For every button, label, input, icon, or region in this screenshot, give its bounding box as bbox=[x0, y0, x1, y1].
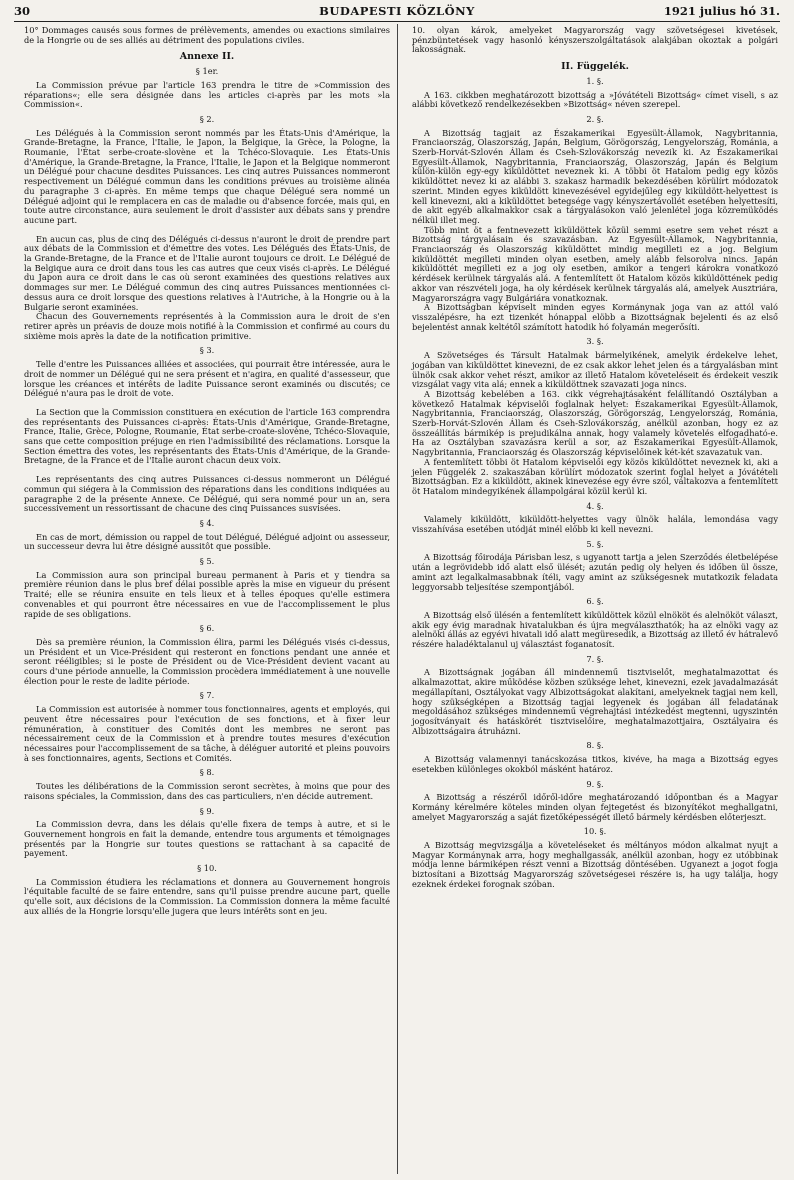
paragraph: En cas de mort, démission ou rappel de tout Délégué, Délégué adjoint ou assesseur, un successeur devra lui être désigné aussitôt que possible. bbox=[24, 531, 390, 552]
section-heading: 2. §. bbox=[586, 113, 604, 124]
paragraph: La Commission devra, dans les délais qu'elle fixera de temps à autre, et si le Gouvernement hongrois en fait la demande, entendre tous arguments et témoignages présentés par la Hongrie sur toutes questions se rattachant à sa capacité de payement. bbox=[24, 819, 390, 859]
section-heading: § 8. bbox=[199, 767, 215, 778]
header-rule bbox=[14, 21, 780, 22]
paragraph: La Commission est autorisée à nommer tous fonctionnaires, agents et employés, qui peuvent être nécessaires pour l'exécution de ses fonctions, et à fixer leur rémunération, à constituer des Comités dont les membres ne seront pas nécessairement ceux de la Commission et à prendre toutes mesures d'exécution nécessaires pour l'accomplissement de sa tâche, à déléguer autorité et pleins pouvoirs à ses fonctionnaires, agents, Sections et Comités. bbox=[24, 704, 390, 763]
intro-paragraph: 10° Dommages causés sous formes de prélèvements, amendes ou exactions similaires de la Hongrie ou de ses alliés au détriment des populations civiles. bbox=[24, 25, 390, 45]
section-heading: 1. §. bbox=[586, 75, 604, 86]
paragraph: La Commission étudiera les réclamations et donnera au Gouvernement hongrois l'équitable faculté de se faire entendre, sans qu'il puisse prendre aucune part, quelle qu'elle soit, aux décisions de la Commission. La Commission donnera la même faculté aux alliés de la Hongrie lorsqu'elle jugera que leurs intérêts sont en jeu. bbox=[24, 876, 390, 916]
paragraph: Több mint öt a fentnevezett kiküldöttek közül semmi esetre sem vehet részt a Bizottság tárgyalásain és szavazásban. Az Egyesült-Államok, Nagybritannia, Franciaország és Olaszország kiküldöttet mindig megilleti ez a jog. Belgium kiküldöttét megilleti minden olyan esetben, amely alább felsorolva nincs. Japán kiküldöttét megilleti ez a jog oly esetben, amikor a tengeri károkra vonatkozó kérdések kerülnek tárgyalás alá. A fentemlített öt Hatalom közös kiküldöttének pedig akkor van részvételi joga, ha oly kérdések kerülnek tárgyalás alá, amelyek Ausztriára, Magyarországra vagy Bulgáriára vonatkoznak. bbox=[412, 224, 778, 303]
paragraph: La Commission aura son principal bureau permanent à Paris et y tiendra sa première réunion dans le plus bref délai possible après la mise en vigueur du présent Traité; elle se réunira ensuite en tels lieux et à telles époques qu'elle estimera convenables et qui pourront être nécessaires en vue de l'accomplissement le plus rapide de ses obligations. bbox=[24, 569, 390, 619]
section-heading: § 1er. bbox=[195, 66, 219, 77]
paragraph: En aucun cas, plus de cinq des Délégués ci-dessus n'auront le droit de prendre part aux débats de la Commission et d'émettre des votes. Les Délégués des États-Unis, de la Grande-Bretagne, de la France et de l'Italie auront toujours ce droit. Le Délégué de la Belgique aura ce droit dans tous les cas autres que ceux visés ci-après. Le Délégué du Japon aura ce droit dans le cas où seront examinées des questions relatives aux dommages sur mer. Le Délégué commun des cinq autres Puissances mentionnées ci-dessus aura ce droit lorsque des questions relatives à l'Autriche, à la Hongrie ou à la Bulgarie seront examinées. bbox=[24, 233, 390, 312]
annex-title: II. Függelék. bbox=[561, 61, 629, 73]
paragraph: A fentemlített többi öt Hatalom képviselői egy közös kiküldöttet neveznek ki, aki a jelen Függelék 2. szakaszában körülírt módozatok szerint foglal helyet a Jóvátételi Bizottságban. Ez a kiküldött, akinek kinevezése egy évre szól, váltakozva a fentemlített öt Hatalom mindegyikének állampolgárai közül kerül ki. bbox=[412, 456, 778, 496]
section-heading: § 7. bbox=[199, 690, 215, 701]
paragraph: Toutes les délibérations de la Commission seront secrètes, à moins que pour des raisons spéciales, la Commission, dans des cas particuliers, n'en décide autrement. bbox=[24, 781, 390, 801]
section-heading: § 5. bbox=[199, 556, 215, 567]
french-column bbox=[24, 26, 390, 917]
page-header bbox=[14, 4, 780, 20]
paragraph: Les Délégués à la Commission seront nommés par les États-Unis d'Amérique, la Grande-Bretagne, la France, l'Italie, le Japon, la Belgique, la Grèce, la Pologne, la Roumanie, l'État serbe-croate-slovène et la Tchéco-Slovaquie. Les États-Unis d'Amérique, la Grande-Bretagne, la France, l'Italie, le Japon et la Belgique nommeront un Délégué pour chacune desdites Puissances. Les cinq autres Puissances nommeront respectivement un Délégué commun dans les conditions prévues au troisième alinéa du paragraphe 3 ci-après. En même temps que chaque Délégué sera nommé un Délégué adjoint qui le remplacera en cas de maladie ou d'absence forcée, mais qui, en toute autre circonstance, aura seulement le droit d'assister aux débats sans y prendre aucune part. bbox=[24, 127, 390, 225]
paragraph: A Bizottság kebelében a 163. cikk végrehajtásaként felállítandó Osztályban a következő Hatalmak képviselői foglalnak helyet: Északamerikai Egyesült-Államok, Nagybritannia, Franciaország, Olaszország, Görögország, Lengyelország, Románia, Szerb-Horvát-Szlovén Állam és Cseh-Szlovákország, anélkül azonban, hogy ez az összeállítás bármikép is prejudikálna annak, hogy valamely követelés elfogadható-e. Ha az Osztályban szavazásra kerül a sor, az Északamerikai Egyesült-Államok, Nagybritannia, Franciaország és Olaszország képviselőinek két-két szavazatuk van. bbox=[412, 388, 778, 458]
paragraph: A Bizottság főirodája Párisban lesz, s ugyanott tartja a jelen Szerződés életbelépése után a legrövidebb idő alatt első ülését; azután pedig oly helyen és időben ül össze, amint azt legalkalmasabbnak ítéli, vagy amint az szükségesnek mutatkozik feladata leggyorsabb teljesítése szempontjából. bbox=[412, 552, 778, 592]
section-heading: 9. §. bbox=[586, 778, 604, 789]
section-heading: 6. §. bbox=[586, 596, 604, 607]
paragraph: La Commission prévue par l'article 163 prendra le titre de »Commission des réparations«; elle sera désignée dans les articles ci-après par les mots »la Commission«. bbox=[24, 79, 390, 110]
page-number: 30 bbox=[14, 4, 31, 18]
section-heading: 8. §. bbox=[586, 740, 604, 751]
paragraph: Les représentants des cinq autres Puissances ci-dessus nommeront un Délégué commun qui siégera à la Commission des réparations dans les conditions indiquées au paragraphe 2 de la présente Annexe. Ce Délégué, qui sera nommé pour un an, sera successivement un ressortissant de chacune des cinq Puissances susvisées. bbox=[24, 474, 390, 514]
section-heading: 7. §. bbox=[586, 653, 604, 664]
paragraph: La Section que la Commission constituera en exécution de l'article 163 comprendra des représentants des Puissances ci-après: États-Unis d'Amérique, Grande-Bretagne, France, Italie, Grèce, Pologne, Roumanie, État serbe-croate-slovène, Tchéco-Slovaquie, sans que cette composition préjuge en rien l'admissibilité des réclamations. Lorsque la Section émettra des votes, les représentants des États-Unis d'Amérique, de la Grande-Bretagne, de la France et de l'Italie auront chacun deux voix. bbox=[24, 406, 390, 466]
section-heading: 5. §. bbox=[586, 538, 604, 549]
paragraph: Dès sa première réunion, la Commission élira, parmi les Délégués visés ci-dessus, un Président et un Vice-Président qui resteront en fonctions pendant une année et seront rééligibles; si le poste de Président ou de Vice-Président devient vacant au cours d'une période annuelle, la Commission procèdera immédiatement à une nouvelle élection pour le reste de ladite période. bbox=[24, 636, 390, 686]
section-heading: 3. §. bbox=[586, 336, 604, 347]
section-heading: § 6. bbox=[199, 623, 215, 634]
paragraph: A Bizottság valamennyi tanácskozása titkos, kivéve, ha maga a Bizottság egyes esetekben különleges okokból másként határoz. bbox=[412, 754, 778, 774]
section-heading: § 3. bbox=[199, 345, 215, 356]
paragraph: A 163. cikkben meghatározott bizottság a »Jóvátételi Bizottság« címet viseli, s az alábbi következő rendelkezésekben »Bizottság« néven szerepel. bbox=[412, 89, 778, 110]
section-heading: § 10. bbox=[197, 863, 217, 874]
hungarian-column bbox=[412, 26, 778, 890]
section-heading: § 9. bbox=[199, 805, 215, 816]
section-heading: § 2. bbox=[199, 113, 215, 124]
paragraph: Chacun des Gouvernements représentés à la Commission aura le droit de s'en retirer après un préavis de douze mois notifié à la Commission et confirmé au cours du sixième mois après la date de la notification primitive. bbox=[24, 311, 390, 341]
paragraph: A Bizottságnak jogában áll mindennemű tisztviselőt, meghatalmazottat és alkalmazottat, akire működése közben szüksége lehet, kinevezni, ezek javadalmazását megállapítani, Osztályokat vagy Albizottságokat alakítani, amelyeknek tagjai nem kell, hogy szükségképen a Bizottság tagjai legyenek és jogában áll feladatának megoldásához szükséges mindennemű végrehajtási intézkedést megtenni, ugyszintén jogosítványait és hatáskörét tisztviselőire, meghatalmazottjaira, Osztályaira és Albizottságaira átruházni. bbox=[412, 667, 778, 736]
issue-date: 1921 julius hó 31. bbox=[663, 4, 780, 18]
paragraph: Valamely kiküldött, kiküldött-helyettes vagy ülnök halála, lemondása vagy visszahívása esetében utódját minél előbb ki kell nevezni. bbox=[412, 514, 778, 535]
journal-title: BUDAPESTI KÖZLÖNY bbox=[319, 4, 475, 18]
paragraph: A Bizottság a részéről időről-időre meghatározandó időpontban és a Magyar Kormány kérelmére köteles minden olyan fejtegetést és bizonyítékot meghallgatni, amelyet Magyarország a saját fizetőképességét illető bármely kérdésben előterjeszt. bbox=[412, 792, 778, 822]
paragraph: A Szövetséges és Társult Hatalmak bármelyikének, amelyik érdekelve lehet, jogában van kiküldöttet kinevezni, de ez csak akkor lehet jelen és a tárgyalásban mint ülnök csak akkor vehet részt, amikor az illető Hatalom követeléseit és érdekeit veszik vizsgálat vagy vita alá; ennek a kiküldöttnek szavazati joga nincs. bbox=[412, 350, 778, 390]
section-heading: § 4. bbox=[199, 517, 215, 528]
paragraph: A Bizottságban képviselt minden egyes Kormánynak joga van az attól való visszalépésre, ha ezt tizenkét hónappal elöbb a Bizottságnak bejelenti és az első bejelentést annak keltétől számított hatodik hó folyamán megerősíti. bbox=[412, 302, 778, 332]
annex-title: Annexe II. bbox=[179, 51, 235, 63]
paragraph: A Bizottság tagjait az Északamerikai Egyesült-Államok, Nagybritannia, Franciaország, Olaszország, Japán, Belgium, Görögország, Lengyelország, Románia, a Szerb-Horvát-Szlovén Állam és Cseh-Szlovákország nevezik ki. Az Északamerikai Egyesült-Államok, Nagybritannia, Franciaország, Olaszország, Japán és Belgium külön-külön egy-egy kiküldöttet neveznek ki. A többi öt Hatalom pedig egy közös kiküldöttet nevez ki az alábbi 3. szakasz harmadik bekezdésében körülírt módozatok szerint. Minden egyes kiküldött kinevezésével egyidejűleg egy kiküldött-helyettest is kell kinevezni, aki a kiküldöttet betegsége vagy kényszertávollét esetében helyettesíti, de akit egyéb alkalmakkor csak a tárgyalásokon való jelenlétel joga közremüködés nélkül illet meg. bbox=[412, 127, 778, 225]
column-divider bbox=[397, 24, 398, 1174]
paragraph: A Bizottság megvizsgálja a követeléseket és méltányos módon alkalmat nyujt a Magyar Kormánynak arra, hogy meghallgassák, anélkül azonban, hogy ez utóbbinak módja lenne bármiképen részt venni a Bizottság döntésében. Ugyanezt a jogot fogja biztosítani a Bizottság Magyarország szövetségesei részére is, ha ugy találja, hogy ezeknek érdekei forognak szóban. bbox=[412, 840, 778, 889]
paragraph: Telle d'entre les Puissances alliées et associées, qui pourrait être intéressée, aura le droit de nommer un Délégué qui ne sera présent et n'agira, en qualité d'assesseur, que lorsque les créances et intérêts de ladite Puissance seront examinés ou discutés; ce Délégué n'aura pas le droit de vote. bbox=[24, 359, 390, 399]
paragraph: A Bizottság első ülésén a fentemlített kiküldöttek közül elnököt és alelnököt választ, akik egy évig maradnak hivatalukban és újra megválaszthatók; ha az elnöki vagy az alelnöki állás az egyévi hivatali idő alatt megüresedik, a Bizottság az illető év hátralevő részére haladéktalanul uj választást foganatosít. bbox=[412, 609, 778, 650]
intro-paragraph: 10. olyan károk, amelyeket Magyarország vagy szövetségesei kivetések, pénzbüntetések vagy hasonló kényszerszolgáltatások alakjában okoztak a polgári lakosságnak. bbox=[412, 25, 778, 55]
section-heading: 10. §. bbox=[583, 826, 607, 837]
section-heading: 4. §. bbox=[586, 500, 604, 511]
